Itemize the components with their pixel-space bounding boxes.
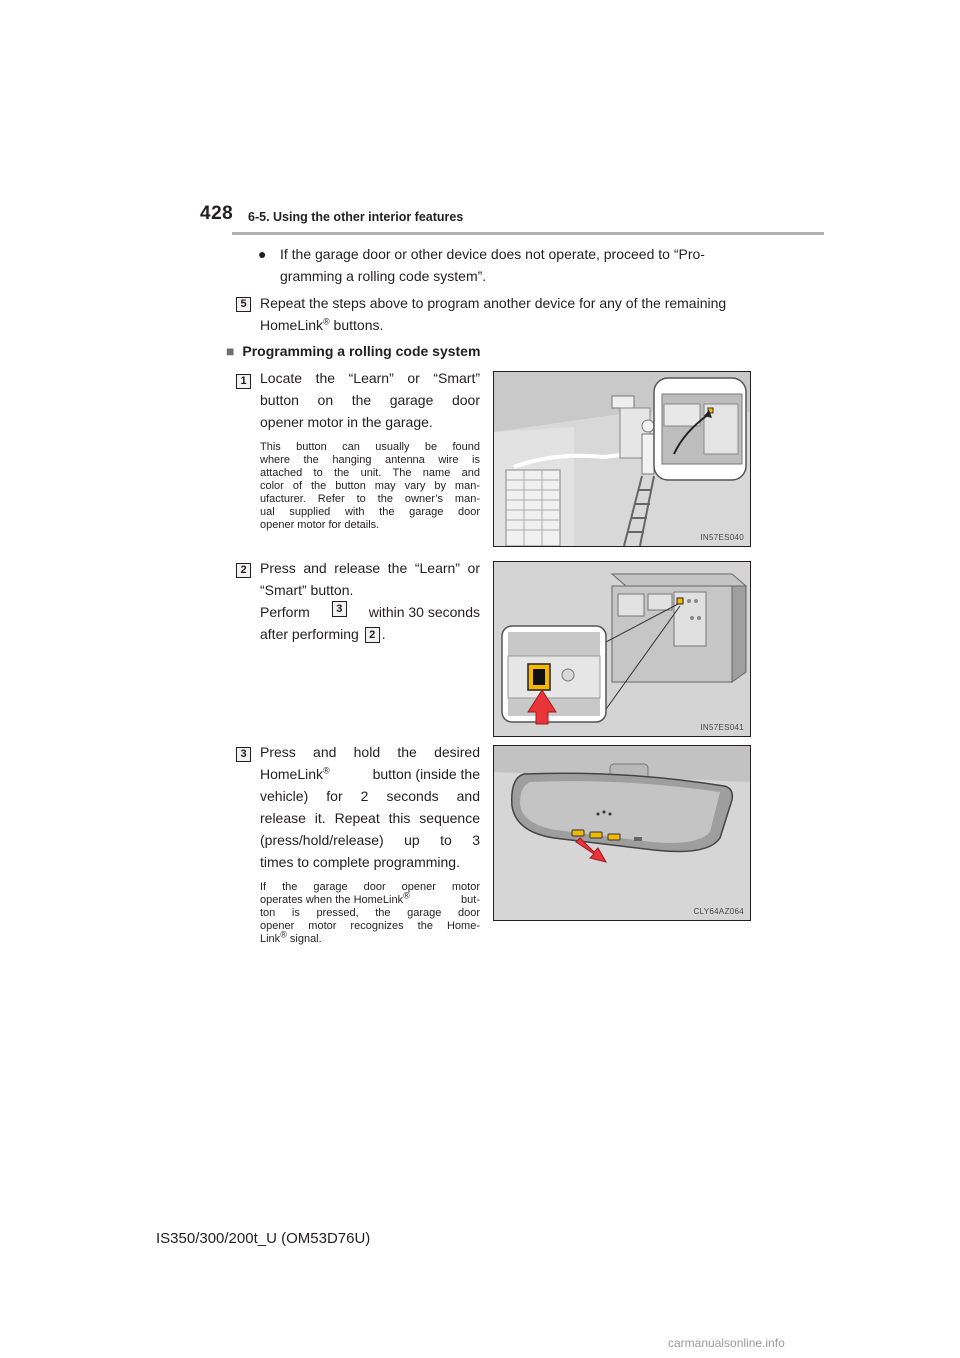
step-3-line: vehicle) for 2 seconds and	[260, 788, 480, 804]
step-1-note-line: ufacturer. Refer to the owner’s man-	[260, 493, 480, 505]
mirror-illustration	[494, 746, 750, 920]
step-3-homelink-line: HomeLink® button (inside the	[260, 765, 480, 782]
step-2-line: Press and release the “Learn” or	[260, 560, 480, 576]
figure-1-code: IN57ES040	[700, 533, 744, 542]
step-1-line: opener motor in the garage.	[260, 414, 433, 430]
step-3-line: Press and hold the desired	[260, 744, 480, 760]
bullet-note	[280, 243, 750, 287]
step-3-note-line-5: Link® signal.	[260, 929, 322, 945]
figure-garage-opener	[493, 371, 751, 547]
step-1-note	[260, 441, 480, 532]
step-5-text	[260, 292, 760, 336]
step-3-main	[260, 741, 480, 873]
figure-2-code: IN57ES041	[700, 723, 744, 732]
learn-button-illustration	[494, 562, 750, 736]
step-5-number: 5	[236, 297, 251, 312]
step-1-note-line: ual supplied with the garage door	[260, 506, 480, 518]
step-ref-3: 3	[332, 601, 347, 617]
heading-text: Programming a rolling code system	[242, 343, 481, 359]
step-1-note-line: attached to the unit. The name and	[260, 467, 480, 479]
garage-illustration	[494, 372, 750, 546]
footer-model: IS350/300/200t_U (OM53D76U)	[156, 1230, 371, 1247]
step-ref-2: 2	[365, 627, 380, 643]
figure-learn-button	[493, 561, 751, 737]
bullet-icon: ●	[258, 246, 267, 262]
step-2-badge	[236, 560, 251, 578]
bullet-line-2: gramming a rolling code system”.	[280, 268, 487, 284]
watermark: carmanualsonline.info	[668, 1336, 785, 1350]
step-1-number: 1	[236, 374, 251, 389]
step-2-line: “Smart” button.	[260, 582, 354, 598]
step-1-badge	[236, 371, 251, 389]
figure-mirror-homelink	[493, 745, 751, 921]
step-3-note-line-2: operates when the HomeLink® but-	[260, 890, 480, 906]
step-2-main	[260, 557, 480, 645]
step-2-perform-line: Perform 3 within 30 seconds	[260, 603, 480, 620]
step-3-line: release it. Repeat this sequence	[260, 810, 480, 826]
step-3-number: 3	[236, 747, 251, 762]
section-title: 6-5. Using the other interior features	[248, 210, 464, 224]
header-rule	[232, 232, 824, 235]
step-1-line: button on the garage door	[260, 392, 480, 408]
step-1-note-line: where the hanging antenna wire is	[260, 454, 480, 466]
step-1-note-line: opener motor for details.	[260, 519, 380, 531]
step-2-after-line: after performing 2 .	[260, 626, 386, 642]
step-5-line-2: HomeLink® buttons.	[260, 316, 384, 333]
page-number: 428	[200, 203, 234, 224]
step-2-number: 2	[236, 563, 251, 578]
step-1-line: Locate the “Learn” or “Smart”	[260, 370, 480, 386]
step-3-line: times to complete programming.	[260, 854, 460, 870]
step-3-note: If the garage door opener motor operates when the HomeLink® but- ton is pressed, the garage door opener motor recognizes the Home- Link® signal.	[260, 881, 480, 945]
step-1-main	[260, 367, 480, 433]
section-heading	[226, 340, 480, 362]
figure-3-code: CLY64AZ064	[693, 907, 744, 916]
step-3-line: (press/hold/release) up to 3	[260, 832, 480, 848]
step-3-badge	[236, 744, 251, 762]
step-1-note-line: This button can usually be found	[260, 441, 480, 453]
step-5-badge	[236, 294, 251, 312]
heading-marker: ■	[226, 343, 235, 359]
bullet-line-1: If the garage door or other device does not operate, proceed to “Pro-	[280, 246, 705, 262]
step-5-line-1: Repeat the steps above to program another device for any of the remaining	[260, 295, 727, 311]
step-1-note-line: color of the button may vary by man-	[260, 480, 480, 492]
